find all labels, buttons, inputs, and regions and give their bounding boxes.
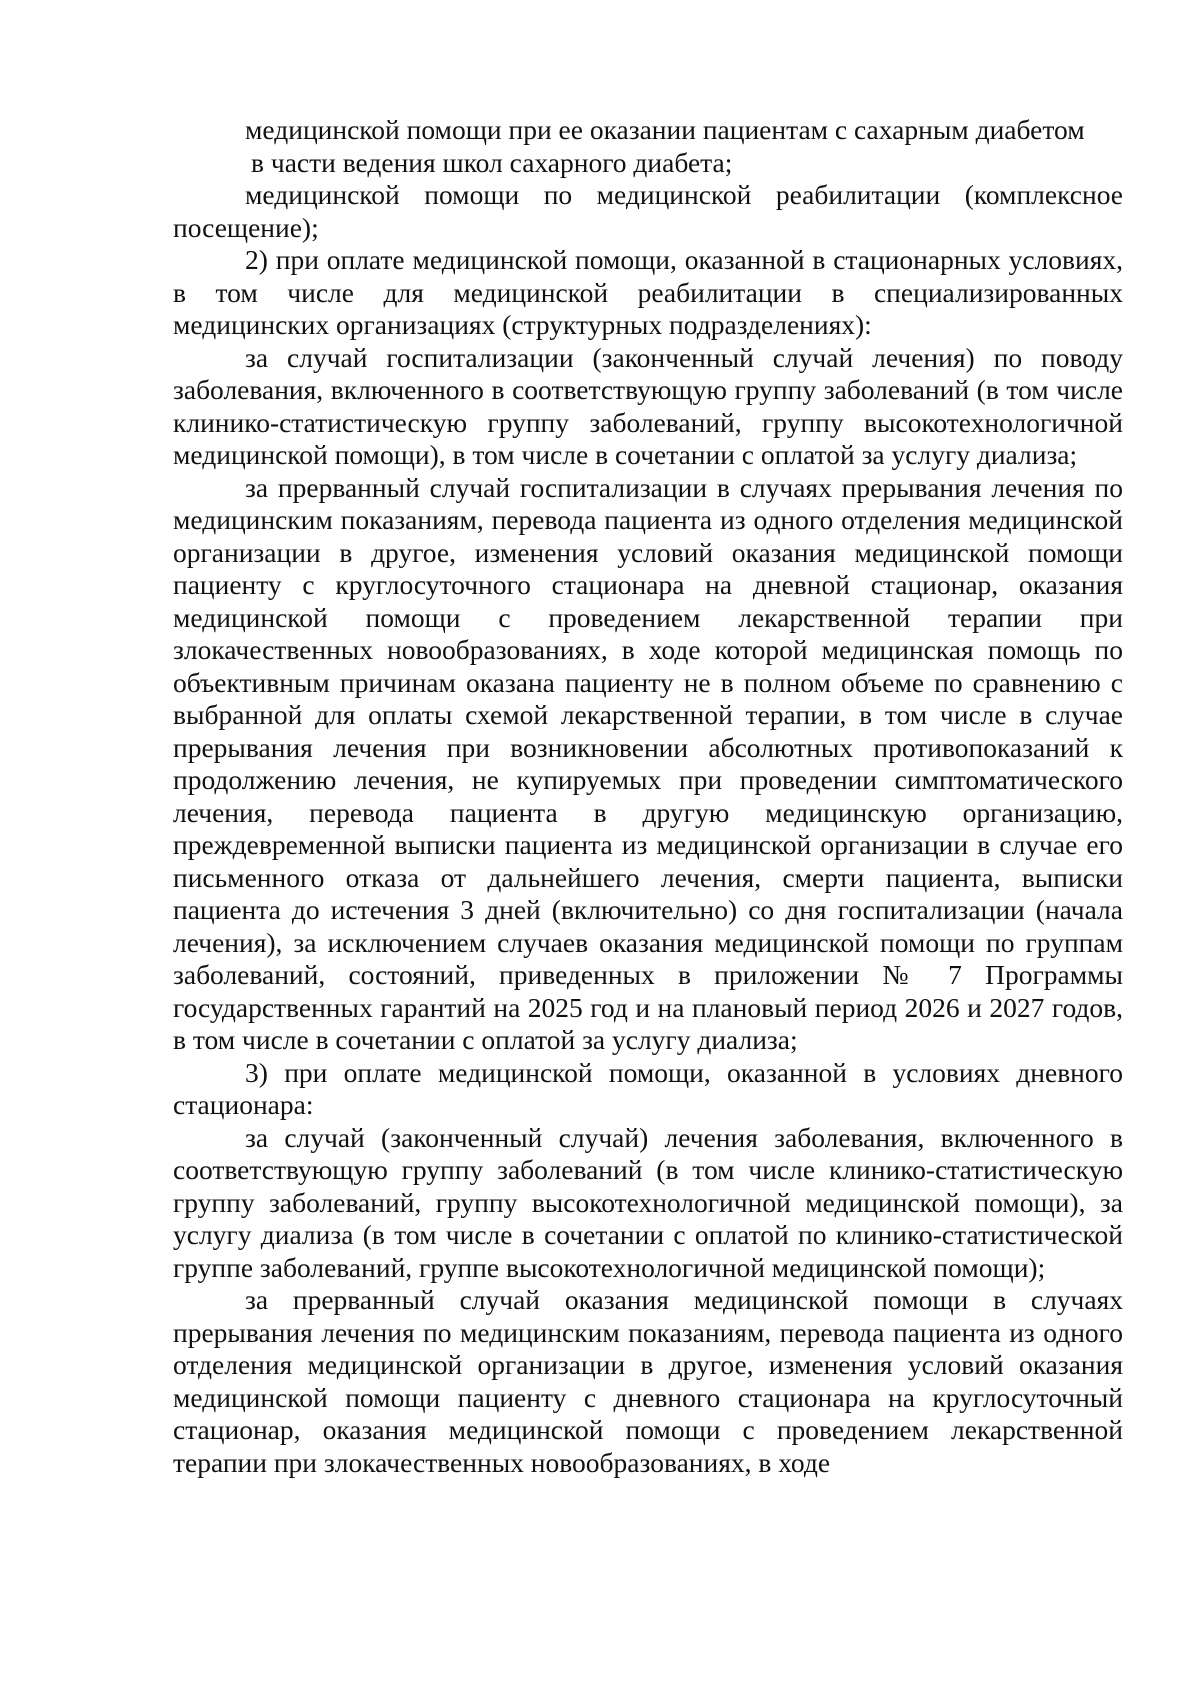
paragraph-rehabilitation-visit: медицинской помощи по медицинской реабилитации (комплексное посещение); xyxy=(173,179,1123,243)
paragraph-interrupted-day-hospital: за прерванный случай оказания медицинской помощи в случаях прерывания лечения по медицинским показаниям, перевода пациента из одного отделения медицинской организации в другое, изменения условий оказания медицинской помощи пациенту с дневного стационара на круглосуточный стационар, оказания медицинской помощи с проведением лекарственной терапии при злокачественных новообразованиях, в ходе xyxy=(173,1284,1123,1478)
document-body xyxy=(173,114,1123,1479)
paragraph-hospitalization-case: за случай госпитализации (законченный случай лечения) по поводу заболевания, включенного в соответствующую группу заболеваний (в том числе клинико-статистическую группу заболеваний, группу высокотехнологичной медицинской помощи), в том числе в сочетании с оплатой за услугу диализа; xyxy=(173,341,1123,470)
paragraph-item-2-inpatient: 2) при оплате медицинской помощи, оказанной в стационарных условиях, в том числе для медицинской реабилитации в специализированных медицинских организациях (структурных подразделениях): xyxy=(173,244,1123,340)
paragraph-item-3-day-hospital: 3) при оплате медицинской помощи, оказанной в условиях дневного стационара: xyxy=(173,1056,1123,1120)
paragraph-day-hospital-case: за случай (законченный случай) лечения заболевания, включенного в соответствующую группу заболеваний (в том числе клинико-статистическую группу заболеваний, группу высокотехнологичной медицинской помощи), за услугу диализа (в том числе в сочетании с оплатой по клинико-статистической группе заболеваний, группе высокотехнологичной медицинской помощи); xyxy=(173,1121,1123,1283)
paragraph-diabetes-schools-line1: медицинской помощи при ее оказании пациентам с сахарным диабетом xyxy=(245,114,1085,145)
paragraph-diabetes-schools-line2: в части ведения школ сахарного диабета; xyxy=(251,146,733,178)
paragraph-interrupted-hospitalization: за прерванный случай госпитализации в случаях прерывания лечения по медицинским показаниям, перевода пациента из одного отделения медицинской организации в другое, изменения условий оказания медицинской помощи пациенту с круглосуточного стационара на дневной стационар, оказания медицинской помощи с проведением лекарственной терапии при злокачественных новообразованиях, в ходе которой медицинская помощь по объективным причинам оказана пациенту не в полном объеме по сравнению с выбранной для оплаты схемой лекарственной терапии, в том числе в случае прерывания лечения при возникновении абсолютных противопоказаний к продолжению лечения, не купируемых при проведении симптоматического лечения, перевода пациента в другую медицинскую организацию, преждевременной выписки пациента из медицинской организации в случае его письменного отказа от дальнейшего лечения, смерти пациента, выписки пациента до истечения 3 дней (включительно) со дня госпитализации (начала лечения), за исключением случаев оказания медицинской помощи по группам заболеваний, состояний, приведенных в приложении № 7 Программы государственных гарантий на 2025 год и на плановый период 2026 и 2027 годов, в том числе в сочетании с оплатой за услугу диализа; xyxy=(173,471,1123,1055)
